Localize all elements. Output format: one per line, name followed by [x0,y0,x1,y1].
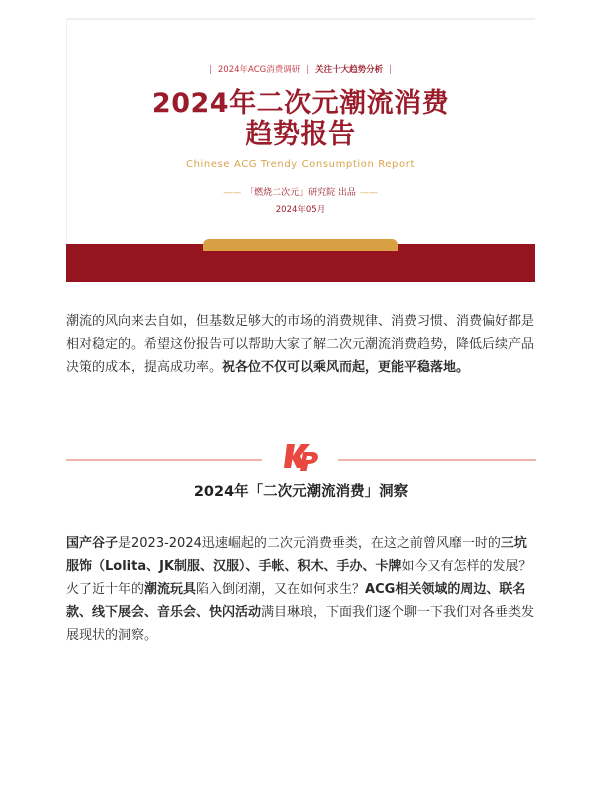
divider-left [66,459,262,461]
insight-paragraph [66,532,536,647]
report-title-line1: 2024年二次元潮流消费 [151,88,450,119]
intro-text: 潮流的风向来去自如，但基数足够大的市场的消费规律、消费习惯、消费偏好都是相对稳定的。希望这份报告可以帮助大家了解二次元潮流消费趋势，降低后续产品决策的成本，提高成功率。 [66,314,535,375]
report-date: 2024年05月 [275,205,326,215]
cover-top-border [66,18,535,20]
cover-tagline [66,63,535,75]
kp-logo-icon [284,437,320,473]
cover-gold-tab [203,239,398,251]
report-title-line2: 趋势报告 [245,119,356,150]
bold-domestic-goods: 国产谷子 [66,536,119,551]
publisher-dash: —— [223,188,242,198]
section-heading: 2024年「二次元潮流消费」洞察 [193,484,409,500]
tag-separator: | [306,65,310,75]
report-publisher [66,185,535,198]
tag-right: 关注十大趋势分析 [315,65,384,75]
tag-separator: | [389,65,392,75]
body-text-4: 满目琳琅，下面我们逐个聊一下我们对各垂类发展现状的洞察。 [66,605,535,643]
body-text-3: 陷入倒闭潮，又在如何求生？ [196,582,366,597]
bold-categories: 三坑服饰（Lolita、JK制服、汉服）、手帐、积木、手办、卡牌 [66,536,527,574]
intro-bold-text: 祝各位不仅可以乘风而起，更能平稳落地。 [222,360,470,375]
report-title [66,88,535,150]
tag-left: 2024年ACG消费调研 [217,65,301,75]
divider-right [338,459,536,461]
bold-acg-fields: ACG相关领域的周边、联名款、线下展会、音乐会、快闪活动 [66,582,526,620]
publisher-dash: —— [359,188,378,198]
report-subtitle-en: Chinese ACG Trendy Consumption Report [186,159,415,170]
report-cover [66,18,535,283]
publisher-text: 「燃烧二次元」研究院 出品 [245,188,356,198]
body-text-2: 如今又有怎样的发展？火了近十年的 [66,559,532,597]
intro-paragraph [66,310,536,379]
body-text-1: 是2023-2024迅速崛起的二次元消费垂类，在这之前曾风靡一时的 [118,536,501,551]
bold-trendy-toys: 潮流玩具 [144,582,197,597]
tag-separator: | [209,65,212,75]
